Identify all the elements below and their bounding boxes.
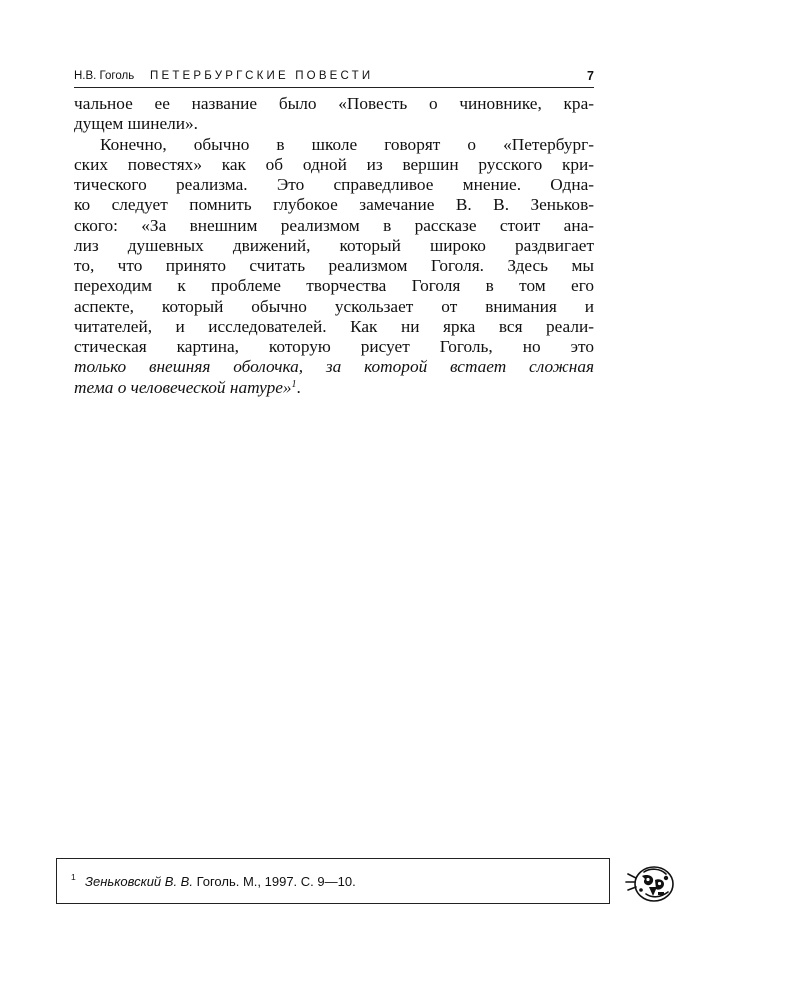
text-line: тического реализма. Это справедливое мнение. Одна- xyxy=(74,175,594,194)
text-line: читателей, и исследователей. Как ни ярка вся реали- xyxy=(74,316,594,336)
text-line: ского: «За внешним реализмом в рассказе стоит ана- xyxy=(74,215,594,235)
text-line: то, что принято считать реализмом Гоголя. Здесь мы xyxy=(74,256,594,275)
footnote-citation: Гоголь. М., 1997. С. 9—10. xyxy=(192,874,356,889)
publisher-logo-icon xyxy=(622,860,680,906)
text-line: переходим к проблеме творчества Гоголя в том его xyxy=(74,276,594,296)
text-line: дущем шинели». xyxy=(74,114,198,134)
footnote-number: 1 xyxy=(71,872,76,882)
footnote-text xyxy=(85,874,356,889)
footnote-author: Зеньковский В. В. xyxy=(85,874,193,889)
quote-line-italic: только внешняя оболочка, за которой встает сложная xyxy=(74,357,594,377)
text-line: ских повестях» как об одной из вершин русского кри- xyxy=(74,154,594,174)
text-line: чальное ее название было «Повесть о чиновнике, кра- xyxy=(74,94,594,113)
footnote xyxy=(56,858,610,904)
header-book-title: ПЕТЕРБУРГСКИЕ ПОВЕСТИ xyxy=(150,70,374,82)
main-text xyxy=(74,94,594,398)
footnote-reference[interactable]: 1 xyxy=(291,378,297,390)
quote-last-line xyxy=(74,378,594,398)
header-author: Н.В. Гоголь xyxy=(74,70,135,82)
quote-italic-end: тема о человеческой натуре» xyxy=(74,377,292,397)
paragraph-first-line: Конечно, обычно в школе говорят о «Петербург- xyxy=(100,134,594,154)
text-line: аспекте, который обычно ускользает от внимания и xyxy=(74,296,594,316)
page-number: 7 xyxy=(587,69,594,83)
text-line: ко следует помнить глубокое замечание В. В. Зеньков- xyxy=(74,195,594,215)
text-line: стическая картина, которую рисует Гоголь, но это xyxy=(74,337,594,356)
sentence-period: . xyxy=(296,377,301,397)
text-line: лиз душевных движений, который широко раздвигает xyxy=(74,235,594,255)
header-divider xyxy=(74,87,594,88)
running-header xyxy=(74,68,594,86)
